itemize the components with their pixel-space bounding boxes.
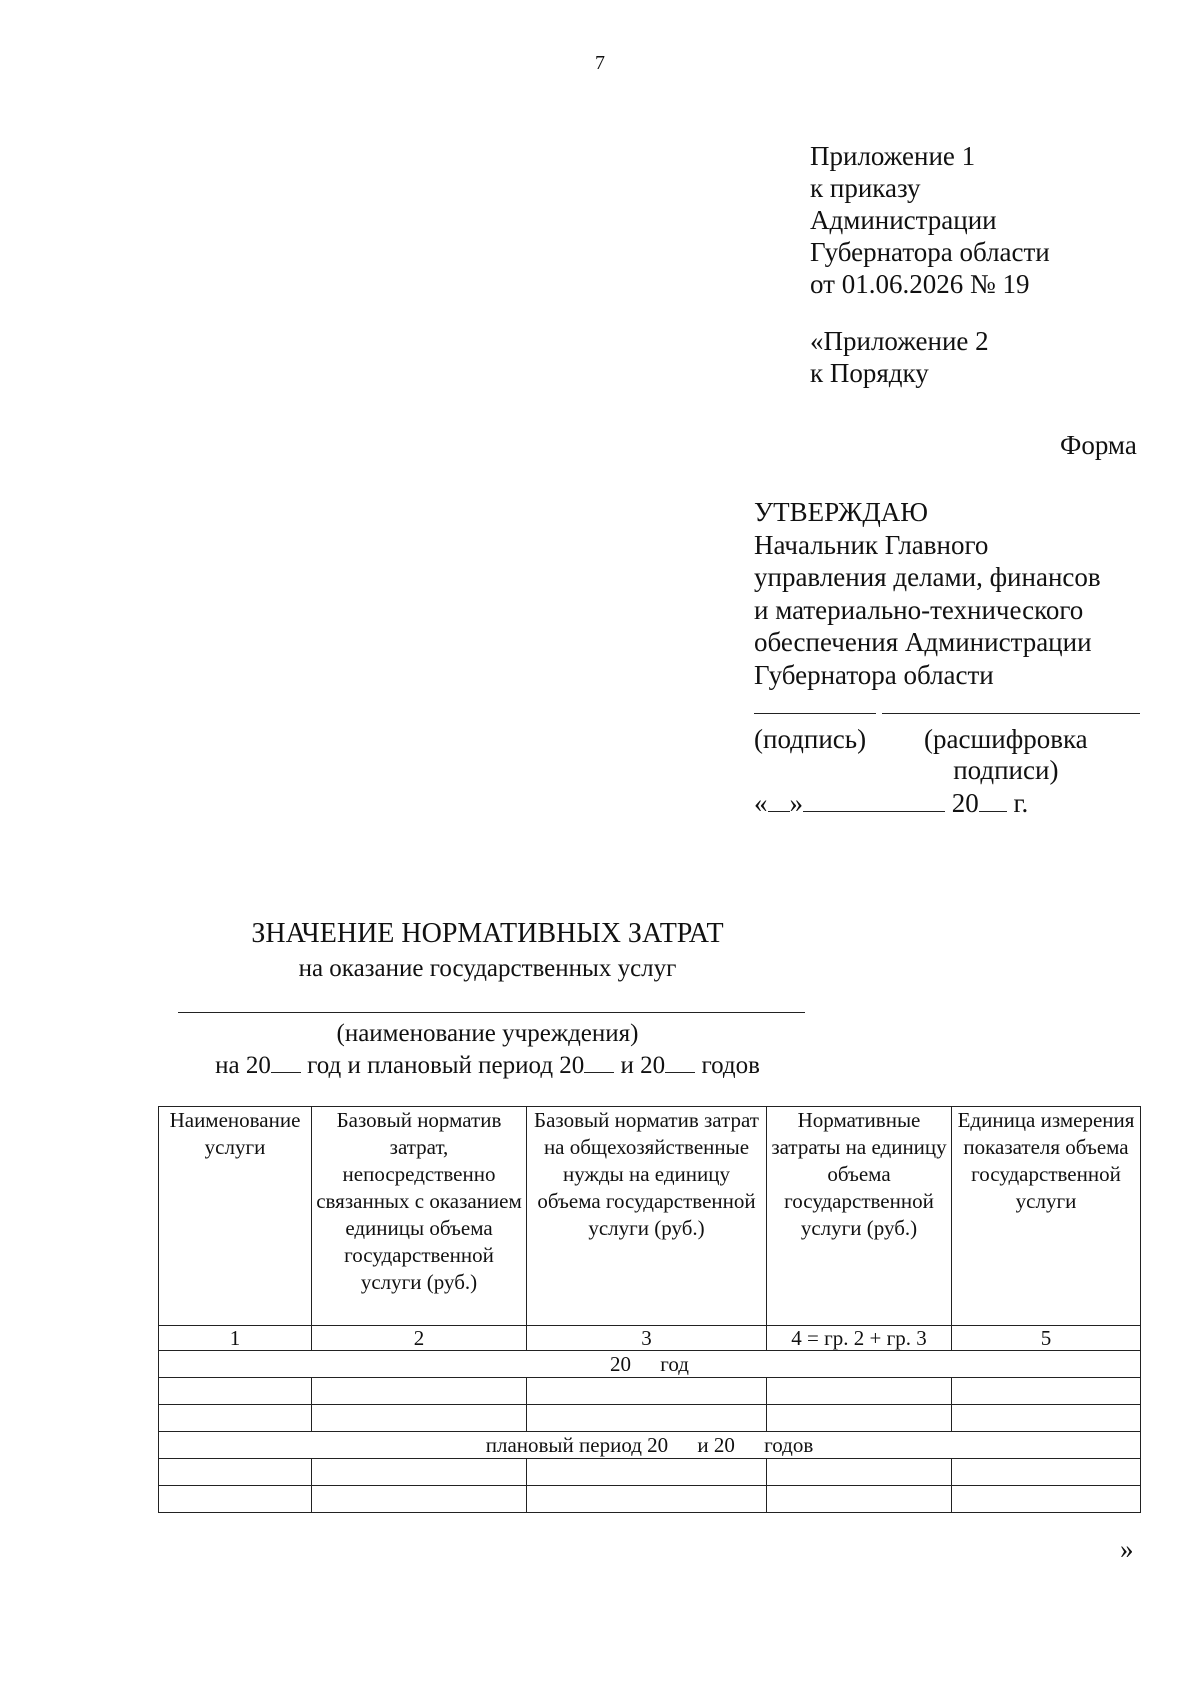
- header-service-name: Наименование услуги: [159, 1107, 312, 1326]
- table-cell[interactable]: [159, 1378, 312, 1405]
- date-year-suffix: г.: [1013, 788, 1029, 818]
- section-year-prefix: 20: [610, 1352, 632, 1376]
- table-cell[interactable]: [767, 1486, 952, 1513]
- approve-line: обеспечения Администрации: [754, 627, 1092, 657]
- period-year-blank[interactable]: [271, 1052, 301, 1073]
- section-plan-suffix: годов: [764, 1433, 814, 1457]
- date-close-quote: »: [789, 788, 803, 818]
- approve-line: управления делами, финансов: [754, 562, 1101, 592]
- date-open-quote: «: [754, 788, 768, 818]
- table-cell[interactable]: [527, 1378, 767, 1405]
- signature-decoding-line[interactable]: [882, 713, 1140, 714]
- period-and: и 20: [620, 1052, 666, 1079]
- document-title: ЗНАЧЕНИЕ НОРМАТИВНЫХ ЗАТРАТ: [251, 918, 724, 949]
- table-row: [159, 1378, 1141, 1405]
- normative-costs-table: [158, 1106, 1141, 1513]
- approve-line: и материально-технического: [754, 594, 1084, 625]
- table-cell[interactable]: [312, 1405, 527, 1432]
- table-cell[interactable]: [312, 1486, 527, 1513]
- period-on: на 20: [215, 1052, 271, 1079]
- table-header-row: [159, 1107, 1141, 1326]
- approve-line: Губернатора области: [754, 659, 994, 690]
- date-year-blank[interactable]: [979, 789, 1007, 812]
- closing-quote: »: [1120, 1534, 1134, 1564]
- column-number: 2: [312, 1326, 527, 1351]
- header-direct-costs: Базовый норматив затрат, непосредственно связанных с оказанием единицы объема государственной услуги (руб.): [312, 1107, 527, 1326]
- approve-line: Начальник Главного: [754, 529, 989, 560]
- table-cell[interactable]: [527, 1486, 767, 1513]
- table-cell[interactable]: [527, 1459, 767, 1486]
- signature-caption: (подпись): [754, 724, 867, 754]
- appendix-line: Приложение 1: [810, 141, 976, 171]
- appendix-line: к Порядку: [810, 358, 929, 388]
- table-cell[interactable]: [767, 1459, 952, 1486]
- table-cell[interactable]: [952, 1378, 1141, 1405]
- period-line: [0, 1052, 975, 1080]
- table-cell[interactable]: [767, 1405, 952, 1432]
- approval-date: [754, 788, 1028, 819]
- appendix-block: [810, 140, 1050, 389]
- decoding-caption-line: (расшифровка: [924, 724, 1088, 754]
- table-cell[interactable]: [159, 1459, 312, 1486]
- section-year-row: [159, 1351, 1141, 1378]
- section-year-suffix: год: [660, 1352, 689, 1376]
- table-cell[interactable]: [527, 1405, 767, 1432]
- document-subtitle: на оказание государственных услуг: [298, 955, 677, 982]
- appendix-line: к приказу: [810, 173, 921, 203]
- decoding-caption: [924, 724, 1088, 786]
- column-number: 5: [952, 1326, 1141, 1351]
- signature-line[interactable]: [754, 713, 876, 714]
- table-cell[interactable]: [952, 1486, 1141, 1513]
- table-row: [159, 1459, 1141, 1486]
- organization-name-line[interactable]: [178, 1012, 805, 1013]
- header-unit: Единица измерения показателя объема государственной услуги: [952, 1107, 1141, 1326]
- section-plan: [159, 1432, 1141, 1459]
- approval-block: [754, 496, 1101, 691]
- appendix-line: Губернатора области: [810, 237, 1050, 267]
- table-row: [159, 1405, 1141, 1432]
- table-cell[interactable]: [952, 1459, 1141, 1486]
- table-cell[interactable]: [952, 1405, 1141, 1432]
- section-year: [159, 1351, 1141, 1378]
- appendix-line: «Приложение 2: [810, 326, 989, 356]
- column-number-row: [159, 1326, 1141, 1351]
- table-cell[interactable]: [159, 1486, 312, 1513]
- appendix-line: от 01.06.2026 № 19: [810, 269, 1030, 299]
- appendix-line: Администрации: [810, 205, 997, 235]
- section-plan-row: [159, 1432, 1141, 1459]
- header-general-costs: Базовый норматив затрат на общехозяйственные нужды на единицу объема государственной услуги (руб.): [527, 1107, 767, 1326]
- section-plan-middle: и 20: [697, 1433, 735, 1457]
- period-years: годов: [701, 1052, 760, 1079]
- table-cell[interactable]: [312, 1459, 527, 1486]
- organization-caption: (наименование учреждения): [336, 1020, 639, 1047]
- table-cell[interactable]: [767, 1378, 952, 1405]
- column-number: 3: [527, 1326, 767, 1351]
- table-row: [159, 1486, 1141, 1513]
- date-month-blank[interactable]: [803, 789, 945, 812]
- column-number: 1: [159, 1326, 312, 1351]
- table-cell[interactable]: [159, 1405, 312, 1432]
- date-day-blank[interactable]: [768, 789, 790, 812]
- period-plan2-blank[interactable]: [665, 1052, 695, 1073]
- decoding-caption-line: подписи): [953, 755, 1059, 785]
- section-plan-prefix: плановый период 20: [485, 1433, 669, 1457]
- form-label: Форма: [1060, 430, 1137, 460]
- period-year-and: год и плановый период 20: [307, 1052, 585, 1079]
- page-number: 7: [595, 52, 605, 74]
- header-normative-costs: Нормативные затраты на единицу объема государственной услуги (руб.): [767, 1107, 952, 1326]
- table-cell[interactable]: [312, 1378, 527, 1405]
- column-number: 4 = гр. 2 + гр. 3: [767, 1326, 952, 1351]
- approve-heading: УТВЕРЖДАЮ: [754, 497, 929, 527]
- date-year-prefix: 20: [951, 788, 979, 818]
- period-plan1-blank[interactable]: [584, 1052, 614, 1073]
